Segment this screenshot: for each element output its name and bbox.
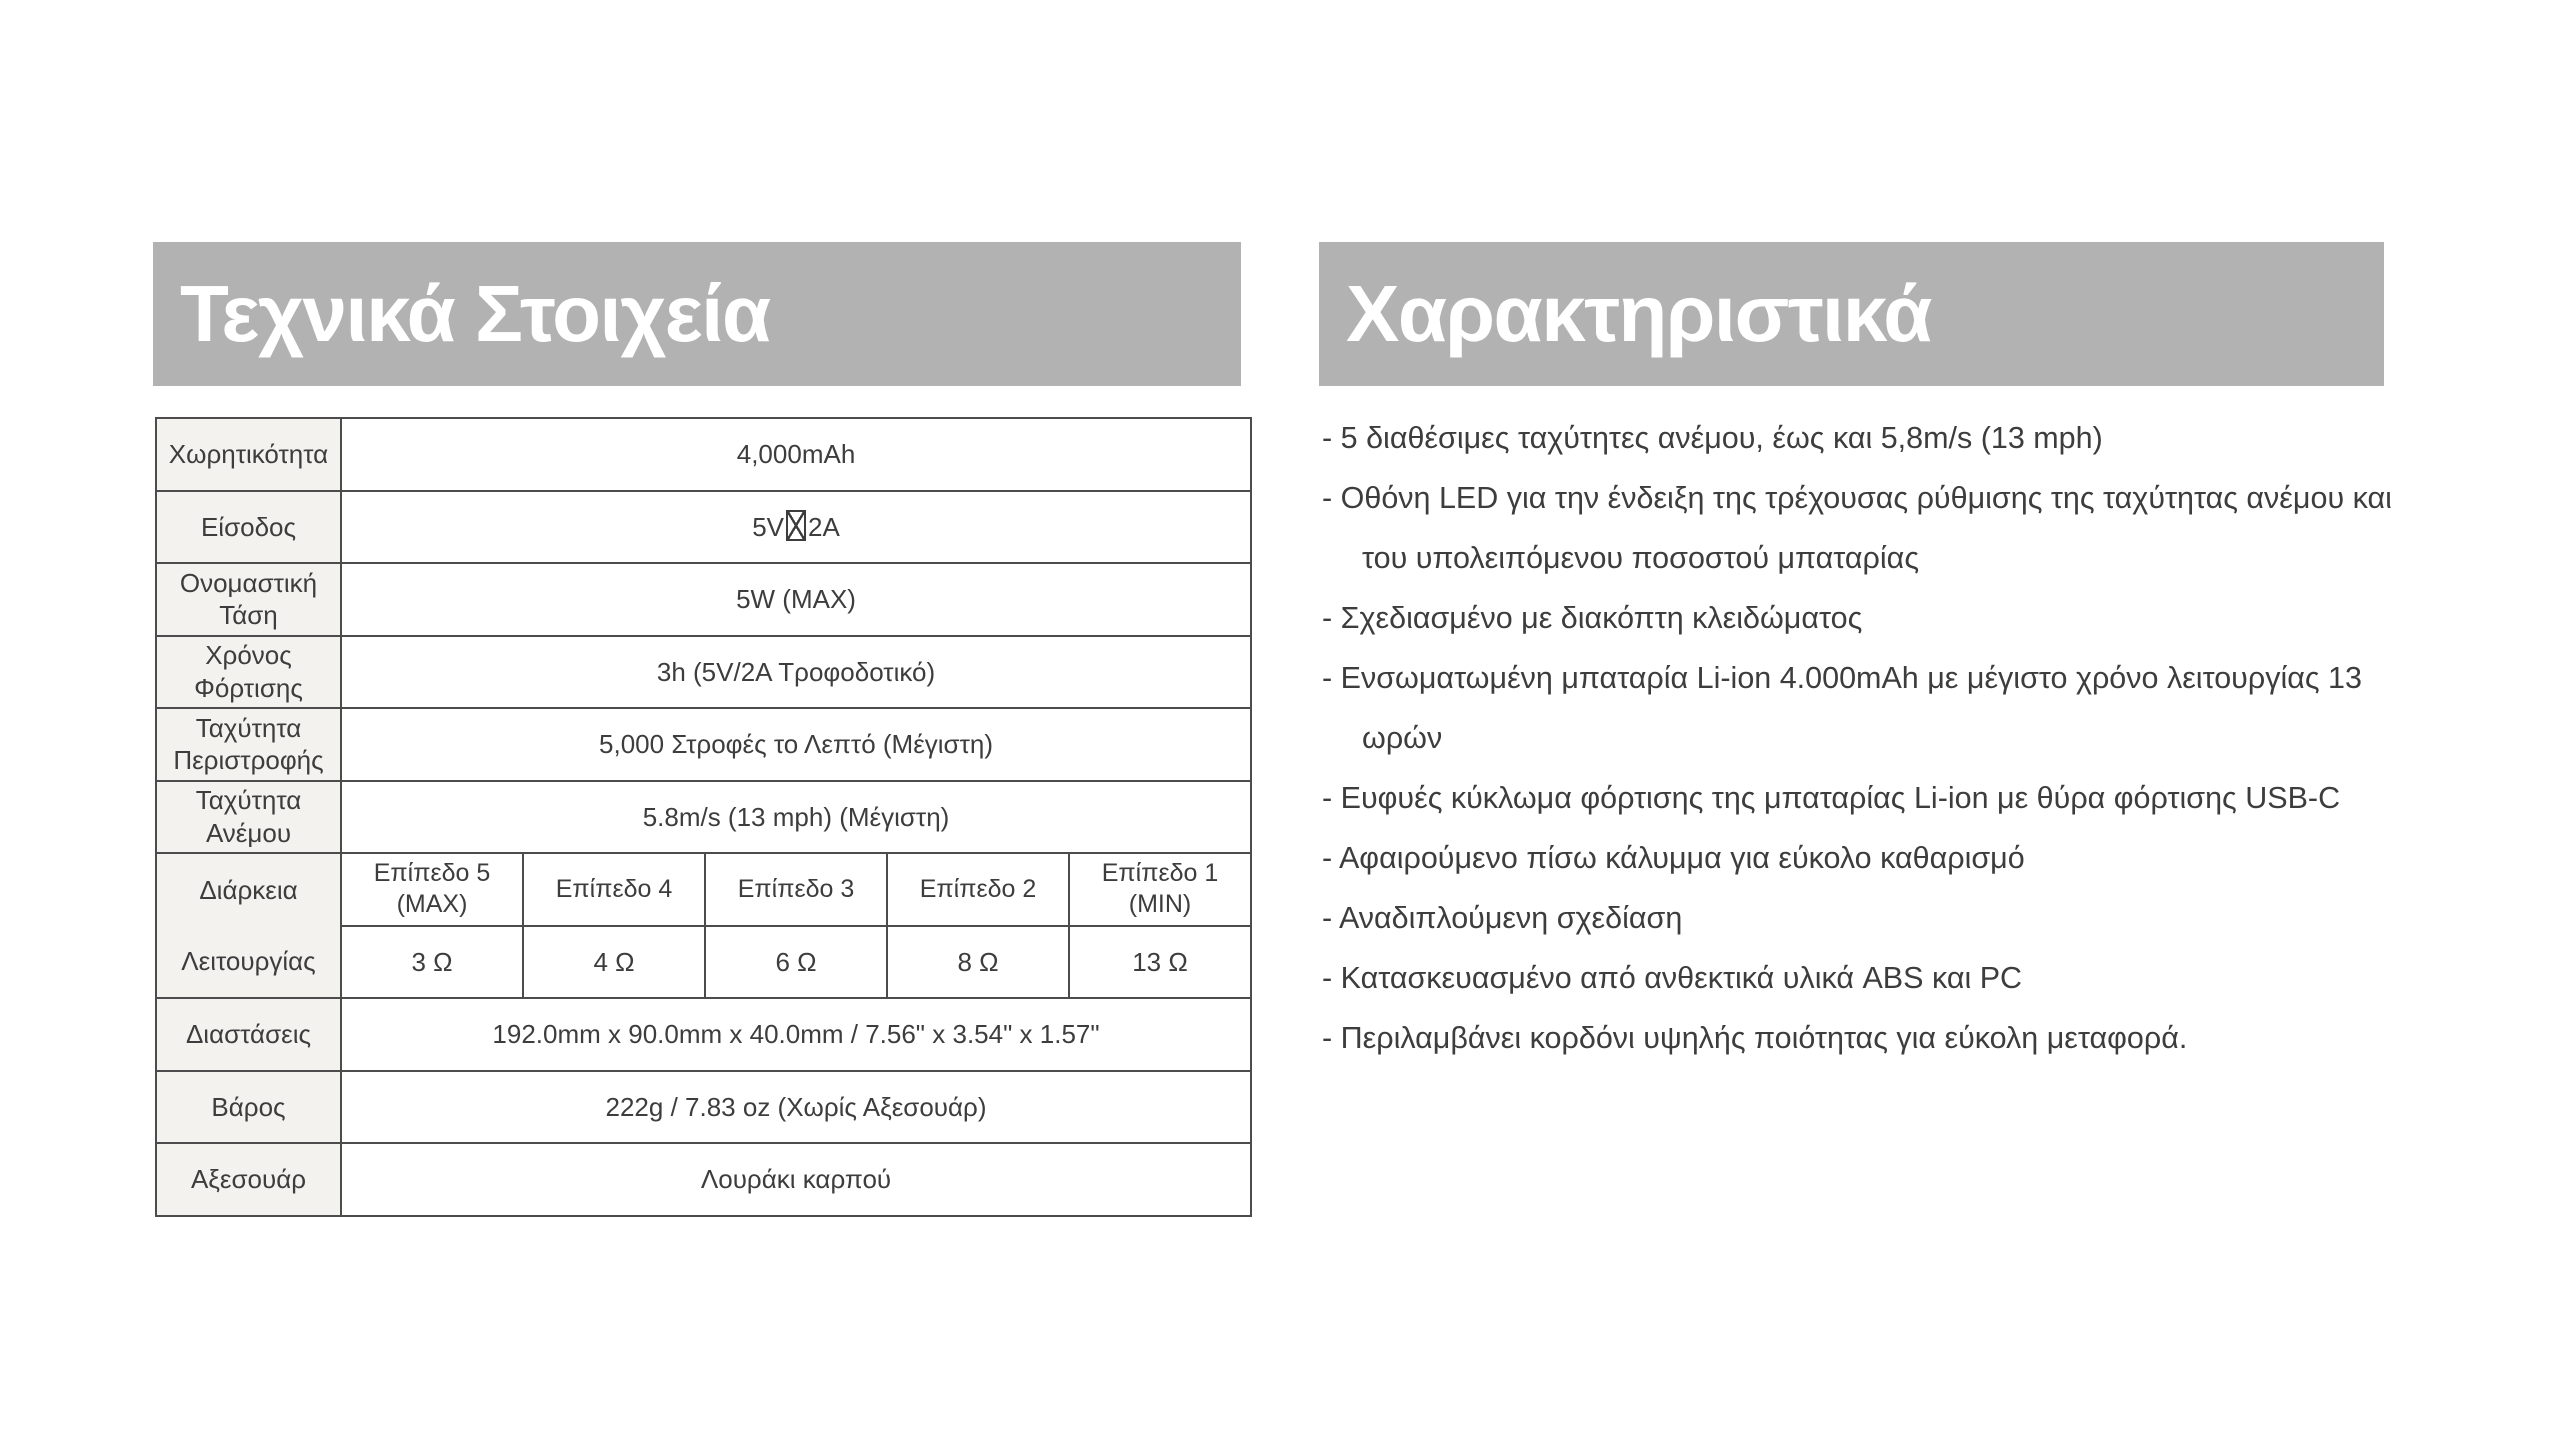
specs-title: Τεχνικά Στοιχεία [180, 269, 770, 358]
duration-level-header: Επίπεδο 3 [705, 853, 887, 926]
list-item: - Περιλαμβάνει κορδόνι υψηλής ποιότητας για εύκολη μεταφορά. [1322, 1021, 2188, 1055]
duration-label-line2: Λειτουργίας [181, 946, 316, 976]
spec-value: 5,000 Στροφές το Λεπτό (Μέγιστη) [341, 708, 1251, 781]
spec-label: Ταχύτητα Περιστροφής [156, 708, 341, 781]
duration-label-line1: Διάρκεια [199, 874, 298, 905]
duration-value: 3 Ω [341, 926, 523, 999]
specs-header-banner [153, 242, 1241, 386]
input-value-prefix: 5V [752, 512, 785, 542]
spec-value: Λουράκι καρπού [341, 1143, 1251, 1216]
spec-value: 222g / 7.83 oz (Χωρίς Αξεσουάρ) [341, 1071, 1251, 1144]
table-row [156, 998, 1251, 1071]
table-row [156, 708, 1251, 781]
duration-value: 6 Ω [705, 926, 887, 999]
duration-level-header: Επίπεδο 5 (MAX) [341, 853, 523, 926]
spec-value: 192.0mm x 90.0mm x 40.0mm / 7.56" x 3.54" x 1.57" [341, 998, 1251, 1071]
list-item: - Αφαιρούμενο πίσω κάλυμμα για εύκολο καθαρισμό [1322, 841, 2025, 875]
list-item: - Οθόνη LED για την ένδειξη της τρέχουσας ρύθμισης της ταχύτητας ανέμου και του υπολειπόμενου ποσοστού μπαταρίας [1322, 481, 2392, 575]
features-list [1322, 408, 2397, 1068]
table-row [156, 781, 1251, 854]
spec-value [341, 491, 1251, 564]
list-item: - Σχεδιασμένο με διακόπτη κλειδώματος [1322, 601, 1863, 635]
table-row [156, 1071, 1251, 1144]
table-row [156, 491, 1251, 564]
duration-level-header: Επίπεδο 2 [887, 853, 1069, 926]
duration-value: 13 Ω [1069, 926, 1251, 999]
spec-label: Διαστάσεις [156, 998, 341, 1071]
list-item: - Ενσωματωμένη μπαταρία Li-ion 4.000mAh με μέγιστο χρόνο λειτουργίας 13 ωρών [1322, 661, 2362, 755]
table-row [156, 418, 1251, 491]
spec-label: Χωρητικότητα [156, 418, 341, 491]
list-item: - Αναδιπλούμενη σχεδίαση [1322, 901, 1683, 935]
spec-label: Ονομαστική Τάση [156, 563, 341, 636]
features-title: Χαρακτηριστικά [1346, 269, 1931, 358]
spec-value: 5.8m/s (13 mph) (Μέγιστη) [341, 781, 1251, 854]
spec-value: 3h (5V/2A Τροφοδοτικό) [341, 636, 1251, 709]
spec-label: Χρόνος Φόρτισης [156, 636, 341, 709]
spec-label: Αξεσουάρ [156, 1143, 341, 1216]
table-row [156, 1143, 1251, 1216]
features-header-banner [1319, 242, 2384, 386]
spec-label: Είσοδος [156, 491, 341, 564]
specs-table [155, 417, 1252, 1217]
table-row [156, 636, 1251, 709]
duration-value: 8 Ω [887, 926, 1069, 999]
table-row [156, 563, 1251, 636]
input-value-suffix: 2A [808, 512, 840, 542]
duration-level-header: Επίπεδο 1 (MIN) [1069, 853, 1251, 926]
missing-glyph-box-icon [786, 510, 806, 541]
list-item: - Κατασκευασμένο από ανθεκτικά υλικά ABS και PC [1322, 961, 2023, 995]
spec-label: Βάρος [156, 1071, 341, 1144]
spec-label: Ταχύτητα Ανέμου [156, 781, 341, 854]
duration-value: 4 Ω [523, 926, 705, 999]
list-item: - Ευφυές κύκλωμα φόρτισης της μπαταρίας Li-ion με θύρα φόρτισης USB-C [1322, 781, 2341, 815]
spec-value: 5W (MAX) [341, 563, 1251, 636]
list-item: - 5 διαθέσιμες ταχύτητες ανέμου, έως και 5,8m/s (13 mph) [1322, 421, 2103, 455]
spec-label-duration [156, 853, 341, 998]
duration-level-header: Επίπεδο 4 [523, 853, 705, 926]
table-row-duration-levels [156, 853, 1251, 926]
spec-value: 4,000mAh [341, 418, 1251, 491]
